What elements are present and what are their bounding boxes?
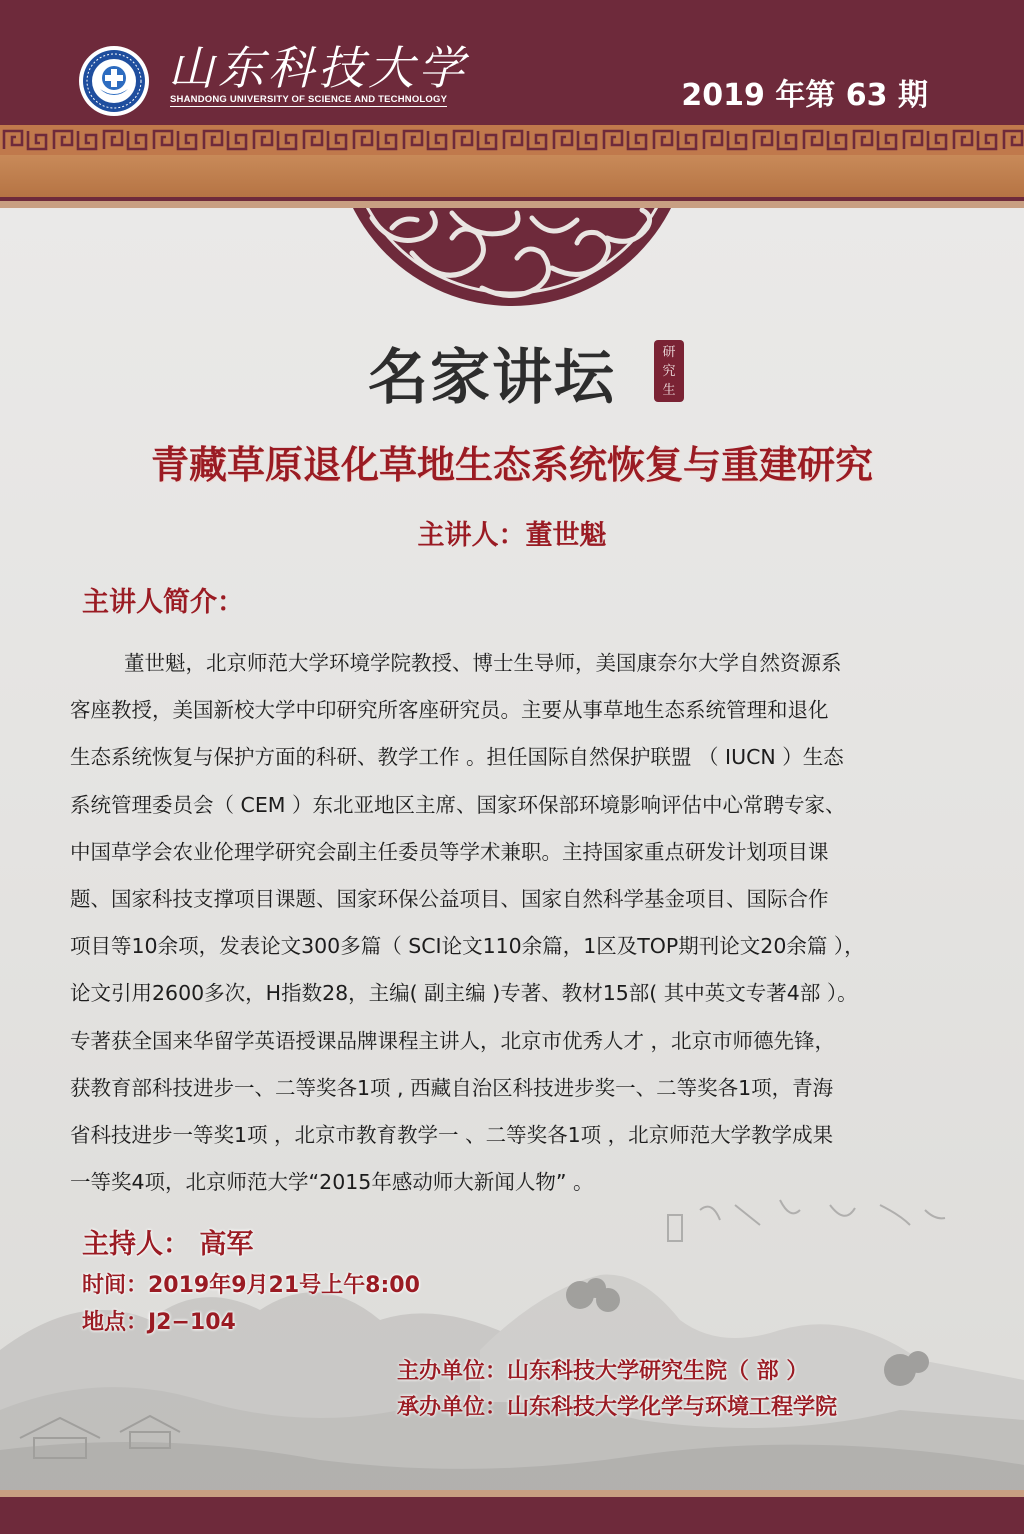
bio-line: 题、国家科技支撑项目课题、国家环保公益项目、国家自然科学基金项目、国际合作 [70, 886, 829, 911]
speaker: 主讲人：董世魁 [417, 520, 607, 551]
bio-line: 省科技进步一等奖1项 ，北京市教育教学一 、二等奖各1项 ，北京师范大学教学成果 [70, 1122, 834, 1147]
bio-line: 董世魁，北京师范大学环境学院教授、博士生导师，美国康奈尔大学自然资源系 [124, 651, 842, 675]
bio-line: 获教育部科技进步一、二等奖各1项 , 西藏自治区科技进步奖一、二等奖各1项，青海 [70, 1075, 834, 1100]
seal-char: 究 [662, 364, 676, 379]
footer-band [0, 1497, 1024, 1534]
bio-line: 系统管理委员会（ CEM ）东北亚地区主席、国家环保部环境影响评估中心常聘专家、 [70, 792, 846, 817]
footer-stripe [0, 1490, 1024, 1497]
school-name-cn: 山东科技大学 [168, 41, 468, 95]
seal-char: 生 [662, 383, 676, 398]
bio-line: 客座教授，美国新校大学中印研究所客座研究员。主要从事草地生态系统管理和退化 [70, 698, 829, 723]
school-name-en: SHANDONG UNIVERSITY OF SCIENCE AND TECHNOLOGY [170, 94, 448, 105]
bio-line: 专著获全国来华留学英语授课品牌课程主讲人，北京市优秀人才 ，北京市师德先锋， [70, 1028, 836, 1053]
medallion-ornament-icon [332, 208, 692, 308]
co-organizer: 承办单位：山东科技大学化学与环境工程学院 [397, 1395, 838, 1420]
divider-stripe-light [0, 201, 1024, 208]
bio-paragraph [70, 640, 975, 1206]
event-place: 地点：J2−104 [82, 1310, 236, 1335]
issue-number: 2019 年第 63 期 [681, 78, 928, 113]
intro-heading: 主讲人简介： [82, 587, 244, 618]
brown-band [0, 155, 1024, 197]
event-time: 时间：2019年9月21号上午8:00 [82, 1273, 420, 1298]
university-logo-icon [78, 45, 150, 117]
host: 主持人： 高军 [82, 1229, 254, 1260]
seal-char: 研 [662, 345, 676, 360]
lecture-title: 青藏草原退化草地生态系统恢复与重建研究 [150, 443, 873, 487]
bio-line: 一等奖4项，北京师范大学“2015年感动师大新闻人物” 。 [70, 1170, 594, 1195]
organizer: 主办单位：山东科技大学研究生院（ 部 ） [397, 1359, 809, 1384]
fret-pattern-band [0, 125, 1024, 155]
column-title-wrap [0, 330, 1024, 416]
column-title: 名家讲坛 [368, 343, 616, 413]
bio-line: 论文引用2600多次，H指数28，主编( 副主编 )专著、教材15部( 其中英文专著4部 ）。 [70, 981, 858, 1006]
graduate-seal [654, 340, 684, 402]
bio-line: 生态系统恢复与保护方面的科研、教学工作 。担任国际自然保护联盟 （ IUCN ）生态 [70, 745, 844, 770]
bio-line: 中国草学会农业伦理学研究会副主任委员等学术兼职。主持国家重点研发计划项目课 [70, 839, 829, 864]
bio-line: 项目等10余项，发表论文300多篇（ SCI论文110余篇，1区及TOP期刊论文20余篇 ）， [70, 934, 865, 959]
